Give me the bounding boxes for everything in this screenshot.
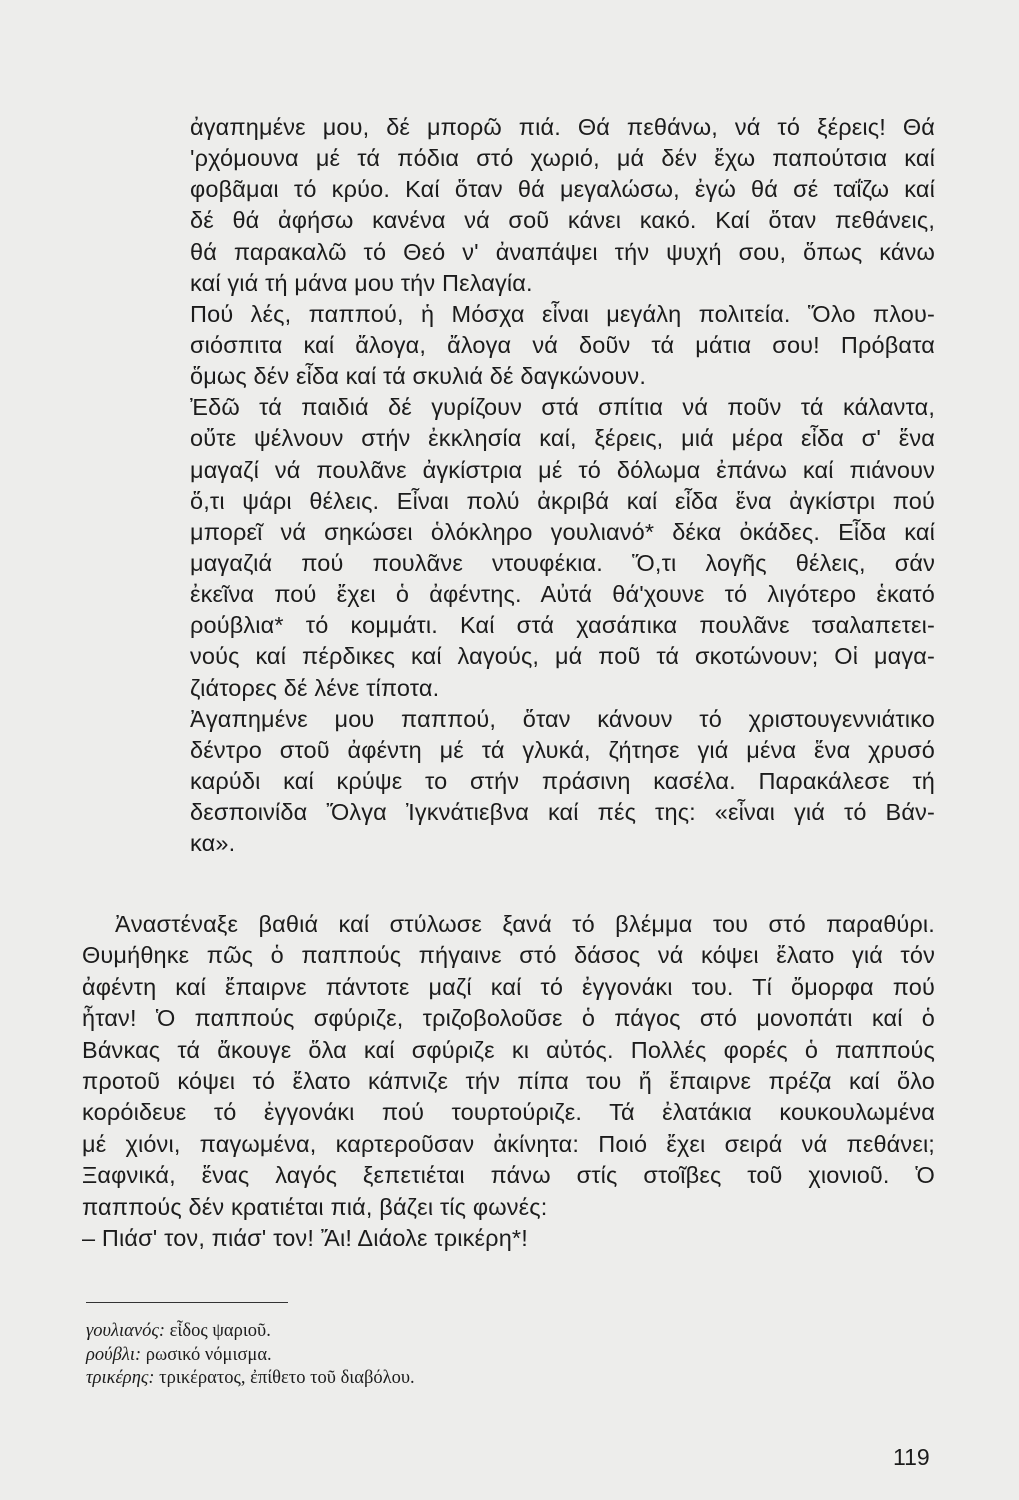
letter-line: μαγαζιά πού πουλᾶνε ντουφέκια. Ὅ,τι λογῆς θέλεις, σάν	[190, 549, 935, 576]
letter-line: ζιάτορες δέ λένε τίποτα.	[190, 674, 440, 701]
footnote	[86, 1320, 786, 1344]
letter-line: ὅμως δέν εἶδα καί τά σκυλιά δέ δαγκώνουν.	[190, 363, 647, 390]
footnote-term: γουλιανός:	[86, 1321, 166, 1341]
footnote-term: τρικέρης:	[86, 1368, 155, 1388]
footnote-definition: εἶδος ψαριοῦ.	[169, 1321, 271, 1341]
footnote-divider	[86, 1302, 288, 1303]
letter-line: ρούβλια* τό κομμάτι. Καί στά χασάπικα πουλᾶνε τσαλαπετει-	[190, 612, 935, 639]
letter-line: μαγαζί νά πουλᾶνε ἀγκίστρια μέ τό δόλωμα ἐπάνω καί πιάνουν	[190, 456, 935, 483]
letter-line: ὅ,τι ψάρι θέλεις. Εἶναι πολύ ἀκριβά καί εἶδα ἕνα ἀγκίστρι πού	[190, 487, 935, 514]
narrative-line: ἀφέντη καί ἔπαιρνε πάντοτε μαζί καί τό ἐγγονάκι του. Τί ὄμορφα πού	[82, 973, 935, 1000]
letter-text	[190, 112, 935, 859]
letter-line: θά παρακαλῶ τό Θεό ν' ἀναπάψει τήν ψυχή σου, ὅπως κάνω	[190, 238, 935, 265]
footnotes	[86, 1320, 786, 1391]
letter-line: 'ρχόμουνα μέ τά πόδια στό χωριό, μά δέν ἔχω παπούτσια καί	[190, 145, 935, 172]
letter-line: δέντρο στοῦ ἀφέντη μέ τά γλυκά, ζήτησε γιά μένα ἕνα χρυσό	[190, 736, 935, 763]
letter-line: σιόσπιτα καί ἄλογα, ἄλογα νά δοῦν τά μάτια σου! Πρόβατα	[190, 331, 935, 358]
letter-line: νούς καί πέρδικες καί λαγούς, μά ποῦ τά σκοτώνουν; Οἱ μαγα-	[190, 643, 935, 670]
letter-line: δεσποινίδα Ὄλγα Ἰγκνάτιεβνα καί πές της: «εἶναι γιά τό Βάν-	[190, 799, 935, 826]
letter-line: Πού λές, παππού, ἡ Μόσχα εἶναι μεγάλη πολιτεία. Ὅλο πλου-	[190, 300, 935, 327]
footnote	[86, 1344, 786, 1368]
narrative-line: μέ χιόνι, παγωμένα, καρτεροῦσαν ἀκίνητα: Ποιό ἔχει σειρά νά πεθάνει;	[82, 1130, 935, 1157]
letter-line: κα».	[190, 830, 236, 857]
narrative-line: παππούς δέν κρατιέται πιά, βάζει τίς φωνές:	[82, 1193, 548, 1220]
page-number: 119	[893, 1444, 930, 1470]
letter-line: δέ θά ἀφήσω κανένα νά σοῦ κάνει κακό. Καί ὅταν πεθάνεις,	[190, 207, 935, 234]
letter-line: μπορεῖ νά σηκώσει ὁλόκληρο γουλιανό* δέκα ὀκάδες. Εἶδα καί	[190, 518, 935, 545]
letter-line: φοβᾶμαι τό κρύο. Καί ὅταν θά μεγαλώσω, ἐγώ θά σέ ταΐζω καί	[190, 176, 935, 203]
letter-line: καρύδι καί κρύψε το στήν πράσινη κασέλα. Παρακάλεσε τή	[190, 767, 935, 794]
narrative-text	[82, 909, 935, 1254]
narrative-line: Θυμήθηκε πῶς ὁ παππούς πήγαινε στό δάσος νά κόψει ἔλατο γιά τόν	[82, 942, 935, 969]
footnote-term: ρούβλι:	[86, 1344, 142, 1365]
narrative-line: Ξαφνικά, ἕνας λαγός ξεπετιέται πάνω στίς στοῖβες τοῦ χιονιοῦ. Ὁ	[82, 1162, 935, 1189]
footnote-definition: τρικέρατος, ἐπίθετο τοῦ διαβόλου.	[159, 1368, 415, 1388]
letter-line: Ἐδῶ τά παιδιά δέ γυρίζουν στά σπίτια νά ποῦν τά κάλαντα,	[190, 394, 935, 421]
narrative-line: κορόιδευε τό ἐγγονάκι πού τουρτούριζε. Τά ἐλατάκια κουκουλωμένα	[82, 1099, 935, 1126]
footnote-definition: ρωσικό νόμισμα.	[145, 1344, 272, 1365]
letter-line: οὔτε ψέλνουν στήν ἐκκλησία καί, ξέρεις, μιά μέρα εἶδα σ' ἕνα	[190, 425, 935, 452]
dialogue-line: – Πιάσ' τον, πιάσ' τον! Ἄι! Διάολε τρικέρη*!	[82, 1224, 528, 1251]
narrative-line: Ἀναστέναξε βαθιά καί στύλωσε ξανά τό βλέμμα του στό παραθύρι.	[115, 911, 935, 937]
narrative-line: Βάνκας τά ἄκουγε ὅλα καί σφύριζε κι αὐτός. Πολλές φορές ὁ παππούς	[82, 1036, 935, 1063]
letter-line: καί γιά τή μάνα μου τήν Πελαγία.	[190, 269, 533, 296]
letter-line: ἀγαπημένε μου, δέ μπορῶ πιά. Θά πεθάνω, νά τό ξέρεις! Θά	[190, 114, 935, 140]
narrative-line: ἦταν! Ὁ παππούς σφύριζε, τριζοβολοῦσε ὁ πάγος στό μονοπάτι καί ὁ	[82, 1005, 935, 1032]
letter-line: ἐκεῖνα πού ἔχει ὁ ἀφέντης. Αὐτά θά'χουνε τό λιγότερο ἑκατό	[190, 581, 935, 608]
footnote	[86, 1367, 786, 1391]
narrative-line: προτοῦ κόψει τό ἔλατο κάπνιζε τήν πίπα του ἤ ἔπαιρνε πρέζα καί ὅλο	[82, 1067, 935, 1094]
letter-line: Ἀγαπημένε μου παππού, ὅταν κάνουν τό χριστουγεννιάτικο	[190, 705, 935, 732]
